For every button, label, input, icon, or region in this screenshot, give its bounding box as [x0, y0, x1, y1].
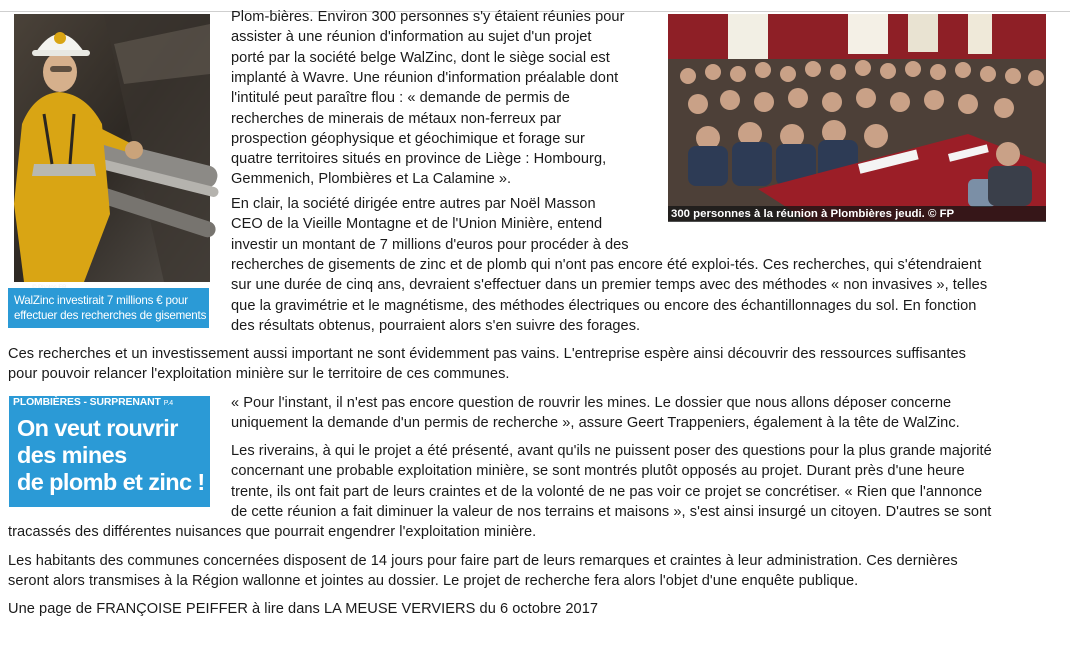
meeting-illustration — [668, 14, 1046, 221]
text-line: investir un montant de 7 millions d'euros pour procéder à des — [231, 236, 629, 253]
text-line: sur une durée de cinq ans, devraient s'effectuer dans un premier temps avec des méthodes « non invasives », telles — [231, 277, 988, 294]
miner-photo — [14, 14, 210, 282]
text-line: concernant une probable exploitation minière, se sont montrés plutôt opposés au projet. Durant près d'une heure — [231, 463, 965, 480]
text-line: pour pouvoir relancer l'exploitation minière sur le territoire de ces communes. — [8, 366, 510, 383]
article-source-line: Une page de FRANÇOISE PEIFFER à lire dans LA MEUSE VERVIERS du 6 octobre 2017 — [8, 601, 599, 617]
text-line: l'intitulé peut paraître flou : « demande de permis de — [231, 90, 570, 107]
text-line: Plom-bières. Environ 300 personnes s'y étaient réunies pour — [231, 9, 625, 25]
text-line: quatre territoires situés en province de Liège : Hombourg, — [231, 151, 607, 168]
teaser-kicker — [13, 397, 173, 408]
text-line: porté par la société belge WalZinc, dont le siège social est — [231, 49, 610, 66]
miner-photo-caption — [8, 288, 209, 328]
miner-illustration — [14, 14, 210, 282]
text-line: Les riverains, à qui le projet a été présenté, avant qu'ils ne puissent poser des questions pour la plus grande majorité — [231, 443, 992, 459]
text-line: Gemmenich, Plombières et La Calamine ». — [231, 171, 512, 188]
text-line: que la gravimétrie et le magnétisme, des méthodes électriques ou encore des échantillonnages du sol. En fonction — [231, 297, 977, 314]
text-line: implanté à Wavre. Une réunion d'information préalable dont — [231, 69, 619, 86]
teaser-headline — [17, 415, 205, 496]
miner-caption-line: WalZinc investirait 7 millions € pour — [14, 294, 188, 307]
text-line: recherches de minerais de métaux non-ferreux par — [231, 110, 562, 127]
teaser-headline-line: des mines — [17, 442, 127, 468]
text-line: « Pour l'instant, il n'est pas encore question de rouvrir les mines. Le dossier que nous allons déposer concerne — [231, 395, 952, 411]
text-line: recherches de gisements de zinc et de plomb qui n'ont pas encore été exploi-tés. Ces recherches, qui s'étendraient — [231, 256, 982, 273]
teaser-kicker-text: PLOMBIÈRES - SURPRENANT — [13, 397, 161, 408]
teaser-box[interactable] — [9, 396, 210, 507]
meeting-photo-caption: 300 personnes à la réunion à Plombières jeudi. © FP — [668, 206, 1046, 222]
text-line: tracassés des différentes nuisances que pourrait engendrer l'exploitation minière. — [8, 524, 537, 541]
teaser-page-ref: P.4 — [163, 400, 174, 407]
miner-caption-line: effectuer des recherches de gisements — [14, 309, 207, 322]
text-line: trente, ils ont fait part de leurs craintes et de la volonté de ne pas voir ce projet se concrétiser. « Rien que l'annonce — [231, 483, 983, 500]
text-line: des résultats obtenus, pourraient alors s'en suivre des forages. — [231, 317, 641, 334]
text-line: assister à une réunion d'information au sujet d'un projet — [231, 29, 592, 46]
text-line: prospection géophysique et géochimique et forage sur — [231, 130, 585, 147]
text-line: Ces recherches et un investissement aussi important ne sont évidemment pas vains. L'entreprise espère ainsi découvrir des ressources suffisantes — [8, 346, 966, 362]
teaser-headline-line: de plomb et zinc ! — [17, 469, 205, 495]
text-line: En clair, la société dirigée entre autres par Noël Masson — [231, 196, 596, 212]
text-line: de cette réunion a fait diminuer la valeur de nos terrains et maisons », s'est ainsi insurgé un citoyen. D'autres se sont — [231, 503, 992, 520]
text-line: seront alors transmises à la Région wallonne et jointes au dossier. Le projet de recherche fera alors l'objet d'une enquête publique. — [8, 573, 859, 590]
teaser-headline-line: On veut rouvrir — [17, 415, 178, 441]
text-line: uniquement la demande d'un permis de recherche », assure Geert Trappeniers, également à la tête de WalZinc. — [231, 415, 960, 432]
text-line: Les habitants des communes concernées disposent de 14 jours pour faire part de leurs remarques et craintes à leur administration. Ces dernières — [8, 553, 958, 569]
text-line: CEO de la Vieille Montagne et de l'Union Minière, entend — [231, 216, 603, 233]
meeting-photo — [668, 14, 1046, 221]
